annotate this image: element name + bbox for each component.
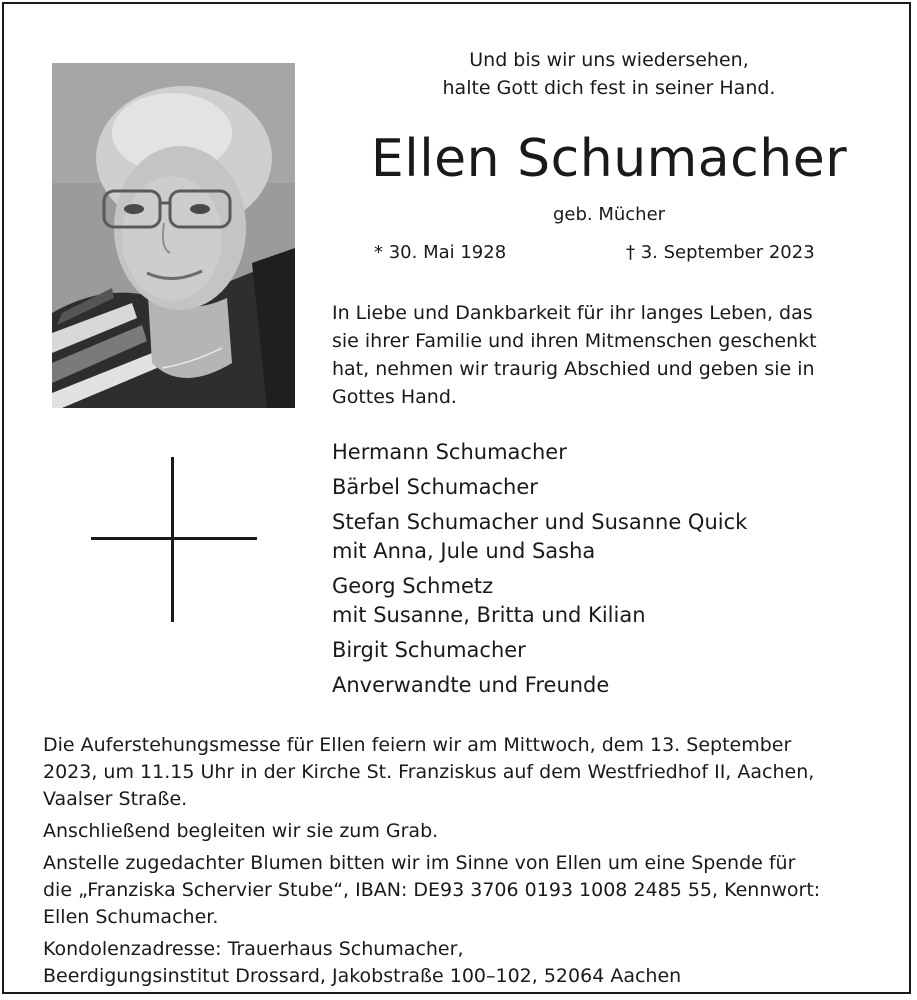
intro-line: In Liebe und Dankbarkeit für ihr langes Leben, das [332, 302, 813, 324]
cross-icon-bar [91, 537, 257, 540]
mass-line: 2023, um 11.15 Uhr in der Kirche St. Franziskus auf dem Westfriedhof II, Aachen, [43, 761, 815, 783]
mourner-name: Anverwandte und Freunde [332, 673, 610, 697]
intro-line: hat, nehmen wir traurig Abschied und geben sie in [332, 358, 815, 380]
intro-line: sie ihrer Familie und ihren Mitmenschen geschenkt [332, 330, 817, 352]
mourner-entry [332, 671, 892, 700]
deceased-name: Ellen Schumacher [370, 129, 848, 189]
mass-line: Die Auferstehungsmesse für Ellen feiern wir am Mittwoch, dem 13. September [43, 734, 792, 756]
condolence-paragraph [43, 936, 885, 990]
motto-line: halte Gott dich fest in seiner Hand. [442, 77, 776, 99]
mourner-name: Hermann Schumacher [332, 440, 567, 464]
death-date: † 3. September 2023 [626, 242, 815, 263]
condolence-line: Kondolenzadresse: Trauerhaus Schumacher, [43, 938, 464, 960]
birth-name: geb. Mücher [552, 204, 666, 225]
mourner-name: Birgit Schumacher [332, 638, 526, 662]
burial-paragraph [43, 818, 885, 845]
mourner-name: Stefan Schumacher und Susanne Quick [332, 510, 748, 534]
mourner-entry [332, 473, 892, 502]
mourner-name: Georg Schmetz [332, 574, 494, 598]
intro-line: Gottes Hand. [332, 386, 457, 408]
mourner-entry [332, 572, 892, 630]
portrait-photo [52, 63, 295, 408]
donation-line: Ellen Schumacher. [43, 906, 219, 928]
donation-line: Anstelle zugedachter Blumen bitten wir im Sinne von Ellen um eine Spende für [43, 852, 796, 874]
mourners-list [332, 438, 892, 706]
mourner-entry [332, 636, 892, 665]
service-info [43, 732, 885, 995]
mourner-family: mit Susanne, Britta und Kilian [332, 603, 646, 627]
mourner-name: Bärbel Schumacher [332, 475, 538, 499]
burial-line: Anschließend begleiten wir sie zum Grab. [43, 820, 439, 842]
obituary-frame [2, 2, 911, 994]
mass-paragraph [43, 732, 885, 813]
donation-paragraph [43, 850, 885, 931]
mass-line: Vaalser Straße. [43, 788, 188, 810]
mourner-family: mit Anna, Jule und Sasha [332, 539, 596, 563]
birth-date: * 30. Mai 1928 [374, 242, 507, 263]
motto [334, 46, 884, 102]
mourner-entry [332, 438, 892, 467]
intro-text [332, 299, 884, 411]
condolence-line: Beerdigungsinstitut Drossard, Jakobstraße 100–102, 52064 Aachen [43, 965, 682, 987]
donation-line: die „Franziska Schervier Stube“, IBAN: DE93 3706 0193 1008 2485 55, Kennwort: [43, 879, 821, 901]
motto-line: Und bis wir uns wiedersehen, [469, 49, 749, 71]
mourner-entry [332, 508, 892, 566]
